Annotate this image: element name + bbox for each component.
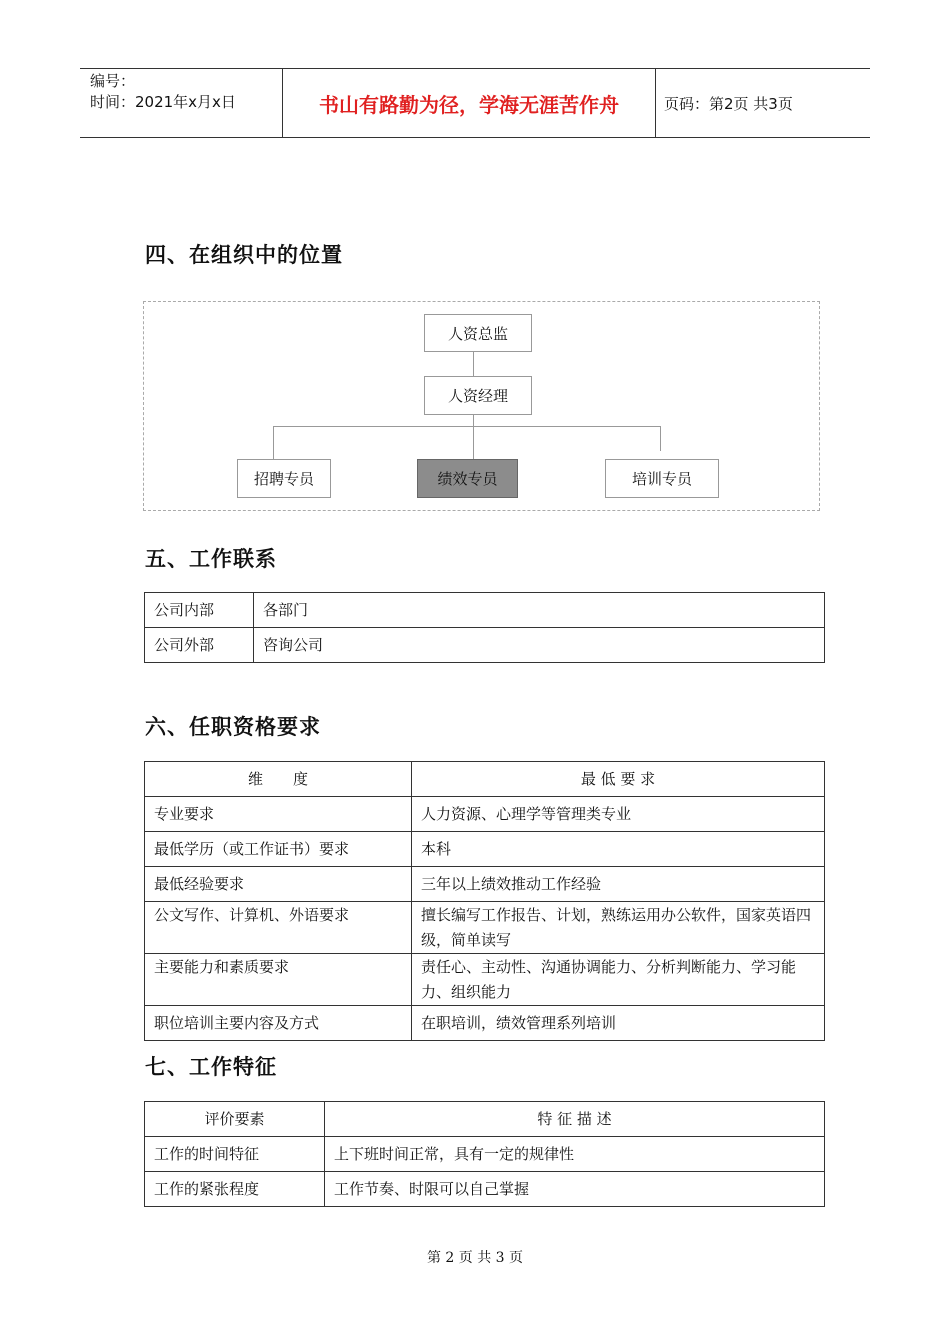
org-connector	[660, 426, 661, 451]
table-row	[145, 1006, 825, 1041]
table-cell: 咨询公司	[254, 628, 825, 663]
table-cell: 最低经验要求	[145, 867, 412, 902]
org-box-training: 培训专员	[605, 459, 719, 498]
time-label: 时间：2021年x月x日	[90, 93, 236, 111]
table-row	[145, 1172, 825, 1207]
contacts-table	[144, 592, 825, 663]
table-cell: 擅长编写工作报告、计划，熟练运用办公软件，国家英语四级，简单读写	[412, 902, 825, 954]
page-footer: 第 2 页 共 3 页	[426, 1250, 524, 1266]
table-header-cell: 维 度	[145, 762, 412, 797]
org-connector	[473, 351, 474, 376]
org-box-recruiting: 招聘专员	[237, 459, 331, 498]
work-feature-table	[144, 1101, 825, 1207]
table-cell: 责任心、主动性、沟通协调能力、分析判断能力、学习能力、组织能力	[412, 954, 825, 1006]
table-cell: 最低学历（或工作证书）要求	[145, 832, 412, 867]
page-header	[80, 68, 870, 138]
table-header-row	[145, 762, 825, 797]
table-row	[145, 1137, 825, 1172]
org-connector	[273, 426, 661, 427]
header-page-label: 页码：第2页 共3页	[664, 94, 793, 113]
table-cell: 公文写作、计算机、外语要求	[145, 902, 412, 954]
table-cell: 三年以上绩效推动工作经验	[412, 867, 825, 902]
table-header-cell: 评价要素	[145, 1102, 325, 1137]
table-cell: 专业要求	[145, 797, 412, 832]
table-row	[145, 832, 825, 867]
table-cell: 在职培训，绩效管理系列培训	[412, 1006, 825, 1041]
table-cell: 工作节奏、时限可以自己掌握	[325, 1172, 825, 1207]
table-cell: 职位培训主要内容及方式	[145, 1006, 412, 1041]
table-cell: 上下班时间正常，具有一定的规律性	[325, 1137, 825, 1172]
section6-title: 六、任职资格要求	[145, 715, 321, 739]
section5-title: 五、工作联系	[145, 547, 277, 571]
header-meta	[90, 71, 236, 113]
org-box-performance: 绩效专员	[417, 459, 518, 498]
org-connector	[273, 426, 274, 459]
table-row	[145, 628, 825, 663]
table-cell: 主要能力和素质要求	[145, 954, 412, 1006]
table-cell: 公司外部	[145, 628, 254, 663]
table-row	[145, 867, 825, 902]
section4-title: 四、在组织中的位置	[145, 243, 343, 267]
number-label: 编号：	[90, 72, 136, 90]
table-cell: 人力资源、心理学等管理类专业	[412, 797, 825, 832]
table-row	[145, 593, 825, 628]
qualification-table	[144, 761, 825, 1041]
table-header-row	[145, 1102, 825, 1137]
table-header-cell: 最 低 要 求	[412, 762, 825, 797]
table-cell: 公司内部	[145, 593, 254, 628]
table-cell: 工作的时间特征	[145, 1137, 325, 1172]
table-header-cell: 特 征 描 述	[325, 1102, 825, 1137]
table-cell: 工作的紧张程度	[145, 1172, 325, 1207]
header-motto: 书山有路勤为径，学海无涯苦作舟	[282, 69, 656, 137]
table-row	[145, 797, 825, 832]
table-row	[145, 902, 825, 954]
org-box-hr-director: 人资总监	[424, 314, 532, 352]
table-cell: 各部门	[254, 593, 825, 628]
table-row	[145, 954, 825, 1006]
table-cell: 本科	[412, 832, 825, 867]
org-connector	[473, 414, 474, 460]
org-box-hr-manager: 人资经理	[424, 376, 532, 415]
section7-title: 七、工作特征	[145, 1055, 277, 1079]
